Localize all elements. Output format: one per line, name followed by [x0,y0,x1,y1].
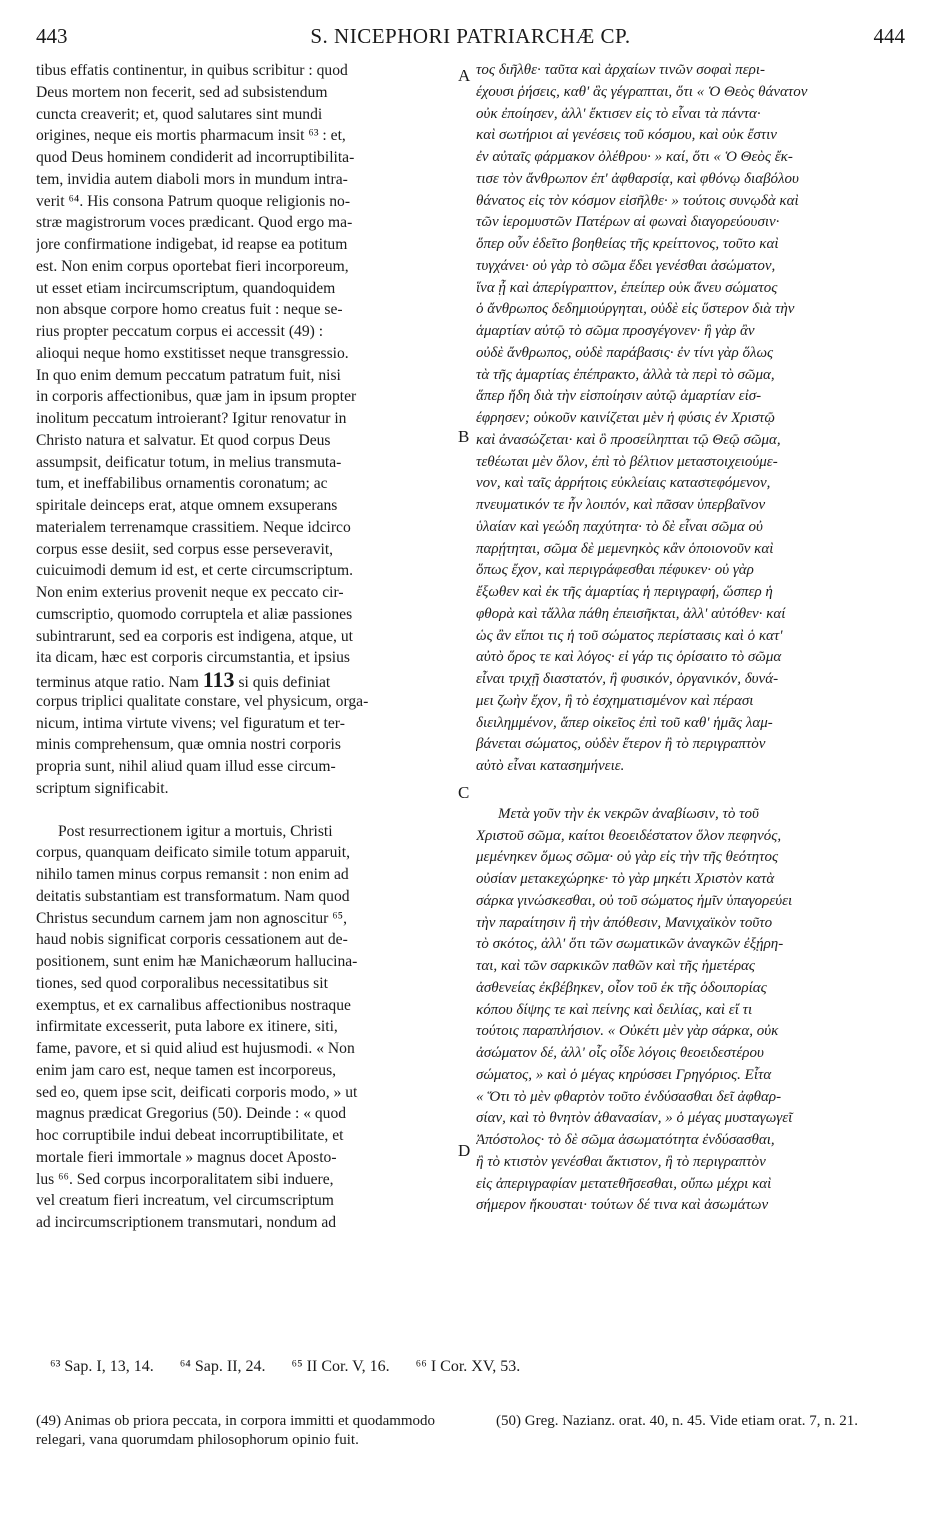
text-line: διειλημμένον, ἅπερ οἰκεῖος ἐπὶ τοῦ καθ' ἡμᾶς λαμ- [476,714,773,731]
text-line: μει ζωὴν ἔχον, ἢ τὸ ἐσχηματισμένον καὶ πέρασι [476,692,754,709]
text-line: cuncta creaverit; et, quod salutares sint mundi [36,105,323,123]
text-line: « Ὅτι τὸ μὲν φθαρτὸν τοῦτο ἐνδύσασθαι δεῖ ἀφθαρ- [476,1088,782,1105]
text-line: origines, neque eis mortis pharmacum insit ⁶³ : et, [36,127,346,145]
greek-paragraph-1 [476,60,906,778]
text-line: ἵνα ᾖ καὶ ἀπερίγραπτον, ἐπείπερ οὐκ ἄνευ σώματος [476,279,778,296]
text-line: vel creatum fieri increatum, vel circumscriptum [36,1192,334,1210]
text-line: τῶν ἱερομυστῶν Πατέρων αἱ φωναὶ διαγορεύουσιν· [476,214,780,231]
text-line: non absque corpore homo creatus fuit : neque se- [36,301,343,319]
column-number: 113 [202,669,235,691]
text-line: tibus effatis continentur, in quibus scribitur : quod [36,62,348,79]
text-line: Christus secundum carnem jam non agnoscitur ⁶⁵, [36,909,347,927]
text-line: jore confirmatione indigebat, id reapse ea potitum [36,236,348,253]
text-line: ὅπερ οὖν ἐδεῖτο βοηθείας τῆς κρείττονος, τοῦτο καὶ [476,236,779,252]
text-line: magnus prædicat Gregorius (50). Deinde : « quod [36,1105,347,1123]
latin-column [36,60,456,1234]
text-line: βάνεται σώματος, οὐδὲν ἕτερον ἢ τὸ περιγραπτὸν [476,736,766,753]
page-number-right: 444 [873,24,905,48]
text-line: εἰς ἀπεριγραφίαν μετατεθῆσεσθαι, οὔπω μέχρι καὶ [476,1175,772,1192]
paragraph-gap [36,800,456,821]
margin-marker-a: A [458,66,471,85]
text-line: ὑλαίαν καὶ γεώδη παχύτητα· τὸ δὲ εἶναι σῶμα οὐ [476,518,763,535]
latin-line-col-number [36,669,456,691]
text-line: έχουσι ῥήσεις, καθ' ἃς γέγραπται, ὅτι « Ὁ Θεὸς θάνατον [476,83,808,100]
text-line: ad incircumscriptionem transmutari, nondum ad [36,1214,337,1231]
text-line: infirmitate excesserit, puta labore ex itinere, siti, [36,1018,338,1036]
text-line: minis comprehensum, quæ omnia nostri corporis [36,736,341,754]
greek-paragraph-2 [476,804,906,1217]
latin-line-pre: terminus atque ratio. Nam [36,674,199,691]
text-line: ὁ ἄνθρωπος δεδημιούργηται, οὐδὲ εἰς ὕστερον διὰ τὴν [476,301,795,318]
text-line: τούτοις παραπλήσιον. « Οὐκέτι μὲν γὰρ σάρκα, οὐκ [476,1023,779,1040]
text-line: Post resurrectionem igitur a mortuis, Christi [58,822,333,840]
text-line: οὐσίαν μετακεχώρηκε· τὸ γὰρ μηκέτι Χριστὸν κατὰ [476,871,775,887]
text-line: οὐκ ἐποίησεν, ἀλλ' ἔκτισεν εἰς τὸ εἶναι τὰ πάντα· [476,105,761,122]
text-line: tem, invidia autem diaboli mors in mundum intra- [36,170,348,188]
reference-64: ⁶⁴ Sap. II, 24. [179,1358,266,1375]
text-line: mortale fieri immortale » magnus docet Aposto- [36,1148,337,1166]
text-line: exemptus, et ex carnalibus affectionibus nostraque [36,996,351,1014]
margin-marker-b: B [458,427,470,446]
text-line: lus ⁶⁶. Sed corpus incorporalitatem sibi induere, [36,1170,334,1188]
footnote-49: (49) Animas ob priora peccata, in corpora immitti et quodammodo relegari, vana quorumdam philosophorum opinio fuit. [36,1413,436,1448]
text-line: τισε τὸν ἄνθρωπον ἐπ' ἀφθαρσίᾳ, καὶ φθόνῳ διαβόλου [476,170,799,187]
text-line: καὶ ἀνασώζεται· καὶ ὃ προσείληπται τῷ Θεῷ σῶμα, [476,431,781,448]
latin-paragraph-1-end [36,691,456,800]
reference-65: ⁶⁵ II Cor. V, 16. [291,1358,390,1375]
text-line: τὰ τῆς ἁμαρτίας ἐπέπρακτο, ἀλλὰ τὰ περὶ τὸ σῶμα, [476,366,775,383]
text-line: ἐν αὐταῖς φάρμακον ὀλέθρου· » καί, ὅτι « Ὁ Θεὸς ἔκ- [476,149,793,165]
page-header [36,24,905,52]
text-line: ται, καὶ τῶν σαρκικῶν παθῶν καὶ τῆς ἡμετέρας [476,958,756,974]
text-line: Μετὰ γοῦν τὴν ἐκ νεκρῶν ἀναβίωσιν, τὸ τοῦ [498,805,759,822]
text-line: rius propter peccatum corpus ei accessit (49) : [36,323,324,340]
text-line: μεμένηκεν ὅμως σῶμα· οὐ γὰρ εἰς τὴν τῆς θεότητος [476,849,779,866]
latin-line-post: si quis definiat [238,674,331,691]
text-line: ἢ τὸ κτιστὸν γενέσθαι ἄκτιστον, ἢ τὸ περιγραπτὸν [476,1153,766,1170]
latin-paragraph-2 [36,821,456,1234]
text-line: fame, pavore, et si quid aliud est hujusmodi. « Non [36,1040,355,1057]
text-line: ἁμαρτίαν αὐτῷ τὸ σῶμα προσγέγονεν· ἢ γὰρ ἂν [476,323,755,339]
text-line: πνευματικόν τε ἦν λοιπόν, καὶ πᾶσαν ὑπερβαῖνον [476,497,766,513]
text-line: In quo enim demum peccatum patratum fuit, nisi [36,366,341,384]
text-line: κόπου δίψης τε καὶ πείνης καὶ δειλίας, καὶ εἴ τι [476,1001,753,1018]
text-line: οὐδὲ ἄνθρωπος, οὐδὲ παράβασις· ἐν τίνι γὰρ ὅλως [476,344,774,361]
text-line: tum, et ineffabilibus ornamentis coronatum; ac [36,475,328,493]
text-line: nicum, intima virtute vivens; vel figuratum et ter- [36,714,345,732]
text-line: hoc corruptibile indui debeat incorruptibilitate, et [36,1127,344,1144]
text-line: ἔξωθεν καὶ ἐκ τῆς ἁμαρτίας ἡ περιγραφή, ὥσπερ ἡ [476,584,773,600]
text-line: tiones, sed quod corporalibus necessitatibus sit [36,974,328,992]
text-line: corpus, quanquam deificato simile totum apparuit, [36,844,350,862]
page-number-left: 443 [36,24,68,48]
text-line: σίαν, καὶ τὸ θνητὸν ἀθανασίαν, » ὁ μέγας μυσταγωγεῖ [476,1110,793,1127]
text-line: σήμερον ἤκουσται· τούτων δέ τινα καὶ ἀσωμάτων [476,1197,769,1214]
text-line: stræ magistrorum voces prædicant. Quod ergo ma- [36,214,353,232]
text-line: αὐτὸ εἶναι κατασημήνειε. [476,758,625,774]
text-line: ὅπως ἔχον, καὶ περιγράφεσθαι πέφυκεν· οὐ γὰρ [476,562,754,579]
greek-column [476,60,906,1217]
text-line: in corporis affectionibus, quæ jam in ipsum propter [36,388,357,406]
text-line: deitatis substantiam est transformatum. Nam quod [36,887,350,905]
text-line: φθορὰ καὶ τἄλλα πάθη ἐπεισῆκται, ἀλλ' αὐτόθεν· καί [476,605,786,622]
scripture-references [50,1358,897,1376]
text-line: haud nobis significat corporis cessationem aut de- [36,931,348,949]
text-line: καὶ σωτήριοι αἱ γενέσεις τοῦ κόσμου, καὶ οὐκ ἔστιν [476,127,777,144]
text-line: ut esset etiam incircumscriptum, quandoquidem [36,279,336,297]
text-line: propria sunt, nihil aliud quam illud esse circum- [36,758,336,775]
text-line: σάρκα γινώσκεσθαι, οὐ τοῦ σώματος ἡμῖν ὑπαγορεύει [476,892,793,909]
text-line: positionem, sunt enim hæ Manichæorum hallucina- [36,953,358,970]
margin-marker-d: D [458,1141,471,1160]
text-line: cuicuimodi demum id est, et certe circumscriptum. [36,562,353,580]
text-line: έφρησεν; οὐκοῦν καινίζεται μὲν ἡ φύσις ἐν Χριστῷ [476,410,775,426]
text-line: εἶναι τριχῇ διαστατόν, ἢ φυσικόν, ὀργανικόν, δυνά- [476,671,779,687]
text-line: τὴν παραίτησιν ἢ τὴν ἀπόθεσιν, Μανιχαϊκὸν τοῦτο [476,914,773,931]
text-line: Ἀπόστολος· τὸ δὲ σῶμα ἀσωματότητα ἐνδύσασθαι, [476,1132,775,1148]
text-line: ὡς ἂν εἴποι τις ἡ τοῦ σώματος περίστασις καὶ ὁ κατ' [476,627,783,644]
text-line: corpus esse desiit, sed corpus esse perseveravit, [36,540,334,558]
text-line: αὐτὸ ὅρος τε καὶ λόγος· εἰ γάρ τις ὁρίσαιτο τὸ σῶμα [476,649,782,666]
text-line: τὸ σκότος, ἀλλ' ὅτι τῶν σωματικῶν ἀναγκῶν ἐξῄρη- [476,936,784,953]
reference-63: ⁶³ Sap. I, 13, 14. [50,1358,154,1375]
text-line: ἀσώματον δέ, ἀλλ' οἷς οἶδε λόγοις θεοειδεστέρου [476,1045,764,1061]
text-line: nihilo tamen minus corpus remansit : non enim ad [36,866,349,883]
running-title: S. NICEPHORI PATRIARCHÆ CP. [310,24,631,48]
reference-66: ⁶⁶ I Cor. XV, 53. [415,1358,521,1375]
text-line: Deus mortem non fecerit, sed ad subsistendum [36,83,328,101]
text-line: cumscriptio, quomodo corruptela et aliæ passiones [36,605,353,623]
text-line: enim jam caro est, neque tamen est incorporeus, [36,1061,337,1079]
text-line: quod Deus hominem condiderit ad incorruptibilita- [36,149,355,166]
text-line: subintrarunt, sed ea corporis est indigena, atque, ut [36,627,353,645]
footnote-50: (50) Greg. Nazianz. orat. 40, n. 45. Vide etiam orat. 7, n. 21. [496,1413,859,1429]
paragraph-gap [476,778,906,804]
text-line: ita dicam, hæc est corporis circumstantia, et ipsius [36,649,350,667]
margin-marker-c: C [458,783,470,802]
text-line: νον, καὶ ταῖς ἀρρήτοις εὐκλείαις καταστεφόμενον, [476,475,771,492]
text-line: ἅπερ ἤδη διὰ τὴν εἰσποίησιν αὐτῷ ἁμαρτίαν εἰσ- [476,388,762,405]
text-line: materialem terrenamque crassitiem. Neque idcirco [36,518,351,536]
text-line: παρῄτηται, σῶμα δὲ μεμενηκὸς κἂν ὁποιονοῦν καὶ [476,540,774,557]
text-line: τος διῆλθε· ταῦτα καὶ ἀρχαίων τινῶν σοφαὶ περι- [476,62,766,78]
text-line: corpus triplici qualitate constare, vel physicum, orga- [36,692,369,710]
text-line: Non enim exterius provenit neque ex peccato cir- [36,584,344,601]
text-line: assumpsit, deificatur totum, in melius transmuta- [36,453,342,471]
text-line: Christo natura et salvatur. Et quod corpus Deus [36,431,331,449]
text-line: σώματος, » καὶ ὁ μέγας κηρύσσει Γρηγόριος. Εἶτα [476,1066,772,1083]
latin-paragraph-1 [36,60,456,669]
text-line: sed eo, quem ipse scit, deificati corporis modo, » ut [36,1083,358,1101]
text-line: spiritale deinceps erat, atque omnem exsuperans [36,497,338,514]
text-line: θάνατος εἰς τὸν κόσμον εἰσῆλθε· » τούτοις συνῳδὰ καὶ [476,192,799,209]
text-line: est. Non enim corpus oportebat fieri incorporeum, [36,257,349,275]
text-line: verit ⁶⁴. His consona Patrum quoque religionis no- [36,192,351,210]
text-line: inolitum peccatum introierant? Igitur renovatur in [36,410,347,427]
text-line: τεθέωται μὲν ὅλον, ἐπὶ τὸ βέλτιον μεταστοιχειούμε- [476,453,778,470]
text-line: ἀσθενείας ἐκβέβηκεν, οἷον τοῦ ἐκ τῆς ὁδοιπορίας [476,979,767,996]
text-line: τυγχάνει· οὐ γὰρ τὸ σῶμα ἔδει γενέσθαι ἀσώματον, [476,257,776,274]
text-line: alioqui neque homo exstitisset neque transgressio. [36,344,349,362]
text-line: scriptum significabit. [36,779,169,797]
text-line: Χριστοῦ σῶμα, καίτοι θεοειδέστατον ὅλον πεφηνός, [476,827,782,844]
